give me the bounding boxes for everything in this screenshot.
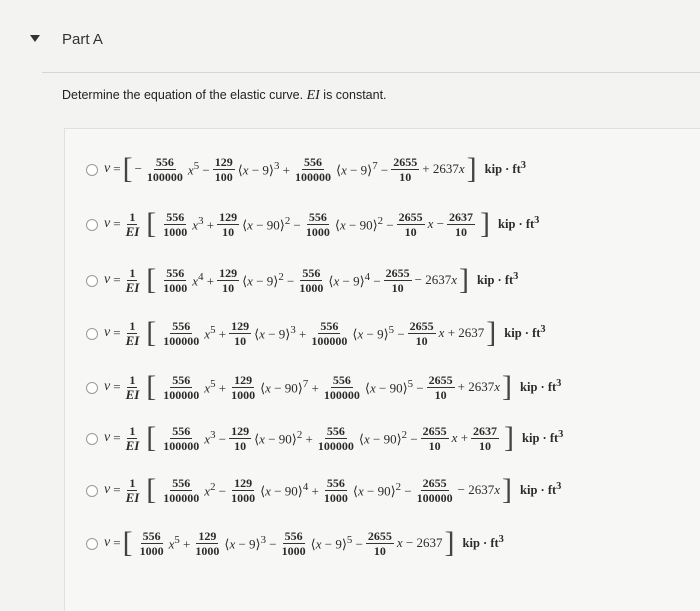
option-equation: v = $\frac{1}{EI}$ [ $\frac{556}{100000}$ $x^3$ − $\frac{129}{10}$ ⟨x − 90⟩$^2$ + $\frac{556}{100000}$ ⟨x − 90⟩$^2$ − $\frac{2655}{10}$ x + $\frac{2637}{10}$ ] kip · $ft^3$ <box>104 421 564 454</box>
answer-option-7[interactable] <box>80 466 700 514</box>
radio-button[interactable] <box>86 485 98 497</box>
answer-option-8[interactable] <box>80 519 700 567</box>
option-equation: v = [ − $\frac{556}{100000}$ $x^5$ − $\frac{129}{100}$ ⟨x − 9⟩$^3$ + $\frac{556}{100000}$ ⟨x − 9⟩$^7$ − $\frac{2655}{10}$ + 2637x ] kip · $ft^3$ <box>104 152 526 185</box>
answer-option-6[interactable] <box>80 414 700 462</box>
radio-button[interactable] <box>86 538 98 550</box>
option-equation: v = [ $\frac{556}{1000}$ $x^5$ + $\frac{129}{1000}$ ⟨x − 9⟩$^3$ − $\frac{556}{1000}$ ⟨x − 9⟩$^5$ − $\frac{2655}{10}$ x − 2637 ] kip · $ft^3$ <box>104 526 504 559</box>
radio-button[interactable] <box>86 328 98 340</box>
question-prompt <box>62 88 387 104</box>
part-title: Part A <box>62 31 103 48</box>
option-equation: v = $\frac{1}{EI}$ [ $\frac{556}{100000}$ $x^5$ + $\frac{129}{10}$ ⟨x − 9⟩$^3$ + $\frac{556}{100000}$ ⟨x − 9⟩$^5$ − $\frac{2655}{10}$ x + 2637 ] kip · $ft^3$ <box>104 316 546 349</box>
radio-button[interactable] <box>86 275 98 287</box>
option-equation: v = $\frac{1}{EI}$ [ $\frac{556}{1000}$ $x^4$ + $\frac{129}{10}$ ⟨x − 9⟩$^2$ − $\frac{556}{1000}$ ⟨x − 9⟩$^4$ − $\frac{2655}{10}$ − 2637x ] kip · $ft^3$ <box>104 263 519 296</box>
radio-button[interactable] <box>86 382 98 394</box>
collapse-caret-icon[interactable] <box>30 35 40 42</box>
prompt-text: Determine the equation of the elastic curve. <box>62 88 304 102</box>
option-equation: v = $\frac{1}{EI}$ [ $\frac{556}{100000}$ $x^2$ − $\frac{129}{1000}$ ⟨x − 90⟩$^4$ + $\frac{556}{1000}$ ⟨x − 90⟩$^2$ − $\frac{2655}{100000}$ − 2637x ] kip · $ft^3$ <box>104 473 562 506</box>
prompt-ei: EI <box>306 88 320 103</box>
answer-option-1[interactable] <box>80 145 700 193</box>
answer-option-4[interactable] <box>80 309 700 357</box>
radio-button[interactable] <box>86 164 98 176</box>
answer-option-3[interactable] <box>80 256 700 304</box>
radio-button[interactable] <box>86 433 98 445</box>
prompt-suffix: is constant. <box>323 88 387 102</box>
option-equation: v = $\frac{1}{EI}$ [ $\frac{556}{1000}$ $x^3$ + $\frac{129}{10}$ ⟨x − 90⟩$^2$ − $\frac{556}{1000}$ ⟨x − 90⟩$^2$ − $\frac{2655}{10}$ x − $\frac{2637}{10}$ ] kip · $ft^3$ <box>104 207 540 240</box>
radio-button[interactable] <box>86 219 98 231</box>
option-equation: v = $\frac{1}{EI}$ [ $\frac{556}{100000}$ $x^5$ + $\frac{129}{1000}$ ⟨x − 90⟩$^7$ + $\frac{556}{100000}$ ⟨x − 90⟩$^5$ − $\frac{2655}{10}$ + 2637x ] kip · $ft^3$ <box>104 370 562 403</box>
answer-option-2[interactable] <box>80 200 700 248</box>
answer-option-5[interactable] <box>80 363 700 411</box>
divider <box>42 72 700 73</box>
part-header[interactable] <box>0 26 700 60</box>
